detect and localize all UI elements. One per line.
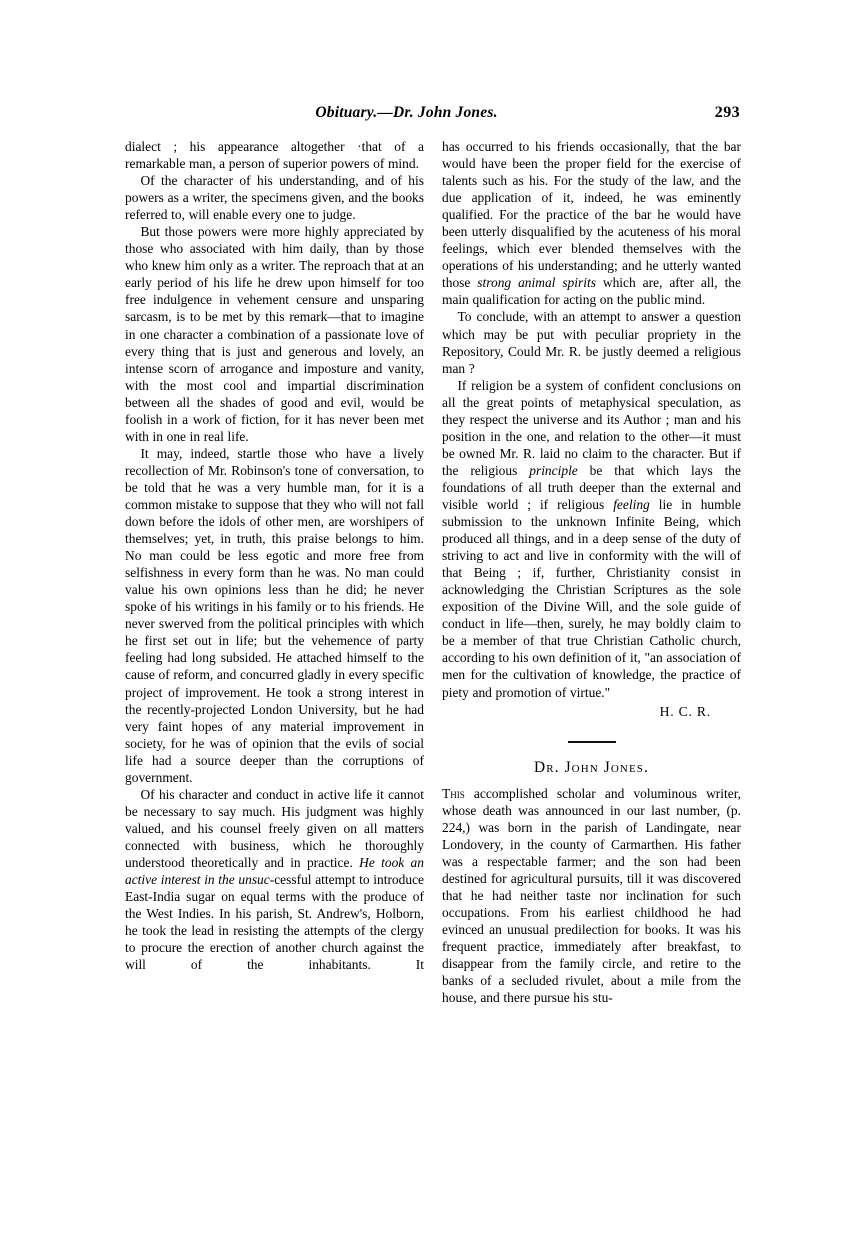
divider-rule <box>568 741 616 743</box>
paragraph-text: which are, after all, the main qualification for acting on the public mind. <box>442 275 741 308</box>
paragraph-text: If religion be a system of confident conclusions on all the great points of metaphysical speculation, as they respect the universe and its Author ; man and his position in the one, and relation to the other—it must be owned Mr. R. laid no claim to the character. But if the religious <box>442 377 741 478</box>
section-heading <box>442 759 741 777</box>
page-number: 293 <box>714 104 740 121</box>
paragraph-continued-overleaf <box>125 786 424 974</box>
paragraph: It may, indeed, startle those who have a lively recollection of Mr. Robinson's tone of conversation, to be told that he was a very humble man, for it is a common mistake to suppose that they who will not fall down before the idols of other men, are worshipers of themselves; yet, in truth, this praise belongs to him. No man could be less egotic and more free from selfishness in every form than he was. No man could value his own opinions less than he did; he never spoke of his writings in his family or to his friends. He never swerved from the political principles with which he first set out in life; but the vehemence of party feeling had long subsided. He attached himself to the cause of reform, and concurred gladly in every specific project of improvement. He took a strong interest in the recently-projected London University, but he had very faint hopes of any material improvement in society, for he was of opinion that the evils of social life had a source deeper than the corruptions of government. <box>125 445 424 785</box>
section-divider <box>442 730 741 748</box>
paragraph: dialect ; his appearance altogether ·that of a remarkable man, a person of superior powers of mind. <box>125 139 424 172</box>
paragraph-text: cessful attempt to introduce East-India sugar on equal terms with the produce of the West Indies. In his parish, St. Andrew's, Holborn, he took the lead in resisting the attempts of the clergy to procure the erection of another church against the will of the inhabitants. It <box>125 872 425 973</box>
left-column <box>125 138 424 1203</box>
italic-word-principle: principle <box>529 462 578 478</box>
paragraph <box>442 138 741 308</box>
paragraph-text: Of his character and conduct in active life it cannot be necessary to say much. His judgment was highly valued, and his counsel freely given on all matters connected with business, which he thoroughly understood theoretically and in practice. <box>125 786 424 870</box>
running-head <box>125 104 740 128</box>
two-column-body <box>125 138 741 1203</box>
paragraph: But those powers were more highly appreciated by those who associated with him daily, than by those who knew him only as a writer. The reproach that at an early period of his life he drew upon himself for too free indulgence in vehement censure and unsparing sarcasm, is to be met by this remark—that to imagine in one character a combination of a passionate love of every thing that is just and generous and lovely, an intense scorn of arrogance and imposture and vanity, with the most cool and impartial discrimination between all the shades of good and evil, would be foolish in a work of fiction, for it has never been met with in one in real life. <box>125 224 424 444</box>
paragraph-text: accomplished scholar and voluminous writer, whose death was announced in our last number, (p. 224,) was born in the parish of Landingate, near Londovery, in the county of Carmarthen. His father was a respectable farmer; and the son had been destined for agricultural pursuits, till it was discovered that he had neither taste nor inclination for such occupations. From his earliest childhood he had evinced an unusual predilection for books. It was his frequent practice, immediately after breakfast, to disappear from the family circle, and retire to the banks of a secluded rivulet, about a mile from the house, and there pursue his stu- <box>442 785 741 1006</box>
right-column <box>442 138 741 1203</box>
paragraph-text: be that which lays the foundations of all truth deeper than the external and visible world ; if religious <box>442 462 741 512</box>
running-head-title: Obituary.—Dr. John Jones. <box>315 104 498 121</box>
italic-phrase: He took an active interest in the unsuc- <box>125 854 424 888</box>
paragraph: To conclude, with an attempt to answer a question which may be put with peculiar propriety in the Repository, Could Mr. R. be justly deemed a religious man ? <box>442 309 741 376</box>
author-signature: H. C. R. <box>659 703 711 719</box>
italic-phrase: strong animal spirits <box>477 275 596 291</box>
italic-word-feeling: feeling <box>613 496 650 512</box>
paragraph: Of the character of his understanding, and of his powers as a writer, the specimens given, and the books referred to, will enable every one to judge. <box>125 173 424 223</box>
article-opening-paragraph <box>442 785 741 1007</box>
paragraph-text: has occurred to his friends occasionally, that the bar would have been the proper field for the exercise of talents such as his. For the study of the law, and the due application of it, indeed, he was eminently qualified. For the practice of the bar he would have been utterly disqualified by the acuteness of his moral feelings, which ever blended themselves with the operations of his understanding; and he utterly wanted those <box>442 139 741 291</box>
section-heading-text: Dr. John Jones. <box>534 758 649 776</box>
small-caps-lead-word: This <box>442 785 465 801</box>
paragraph-text: lie in humble submission to the unknown Infinite Being, which produced all things, and in a deep sense of the duty of striving to act and live in conformity with the will of that Being ; if, further, Christianity consist in acknowledging the Christian Scriptures as the sole exposition of the Divine Will, and the sole guide of conduct in life—then, surely, he may boldly claim to be a member of that true Christian Catholic church, according to his own definition of it, "an association of men for the cultivation of knowledge, the practice of piety and promotion of virtue." <box>442 496 741 700</box>
paragraph <box>442 377 741 701</box>
